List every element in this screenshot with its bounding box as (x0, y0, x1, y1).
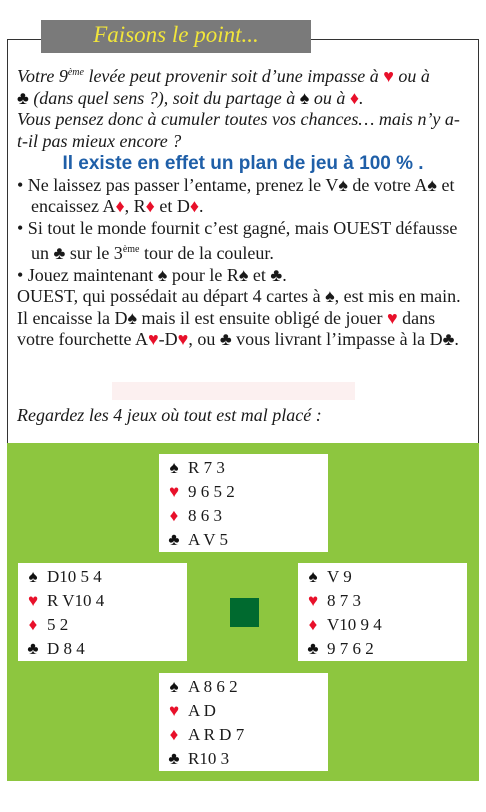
spade-icon: ♠ (427, 174, 437, 195)
text-run: • Si tout le monde fournit c’est gagné, mais OUEST défausse un (17, 217, 458, 263)
heart-icon: ♥ (307, 591, 319, 610)
text-run: Votre 9 (17, 66, 68, 86)
club-icon: ♣ (17, 87, 29, 108)
cards: D10 5 4 (47, 567, 102, 586)
hand-west (18, 563, 187, 661)
heart-icon: ♥ (168, 482, 180, 501)
north-clubs (166, 528, 328, 552)
north-hearts (166, 480, 328, 504)
highlight-bar (112, 382, 355, 400)
west-spades (25, 565, 187, 589)
text-run: • Jouez maintenant (17, 264, 158, 285)
cards: R V10 4 (47, 591, 105, 610)
article-text (17, 62, 469, 351)
diamond-icon: ♦ (115, 196, 125, 216)
spade-icon: ♠ (169, 677, 179, 696)
text-run: Vous pensez donc à cumuler toutes vos chances… mais n’y a-t-il pas mieux encore ? (17, 109, 460, 151)
cards: A D (188, 701, 216, 720)
diamond-icon: ♦ (349, 87, 360, 108)
club-icon: ♣ (442, 329, 455, 349)
heart-icon: ♥ (27, 591, 39, 610)
cards: R10 3 (188, 749, 230, 768)
north-spades (166, 456, 328, 480)
heart-icon: ♥ (147, 329, 159, 349)
east-diamonds (305, 613, 467, 637)
heart-icon: ♥ (168, 701, 180, 720)
paragraph-encaisse (17, 308, 469, 351)
south-spades (166, 675, 328, 699)
spade-icon: ♠ (238, 264, 249, 285)
spade-icon: ♠ (338, 174, 348, 195)
cards: V10 9 4 (327, 615, 382, 634)
title-banner (41, 20, 311, 53)
cards: A 8 6 2 (188, 677, 238, 696)
south-clubs (166, 747, 328, 771)
text-run: . (359, 87, 364, 108)
bullet-1 (17, 175, 469, 218)
cards: 9 6 5 2 (188, 482, 235, 501)
spade-icon: ♠ (28, 567, 38, 586)
club-icon: ♣ (307, 639, 319, 658)
club-icon: ♣ (27, 639, 39, 658)
spade-icon: ♠ (127, 307, 138, 328)
text-run: • Ne laissez pas passer l’entame, prenez le V (17, 174, 339, 195)
east-clubs (305, 637, 467, 661)
diamond-icon: ♦ (308, 615, 318, 634)
text-run: de votre A (347, 174, 428, 195)
club-icon: ♣ (168, 749, 180, 768)
text-run: Il encaisse la D (17, 307, 128, 328)
text-run: vous livrant l’impasse à la D (231, 329, 443, 349)
bullet-3 (17, 265, 469, 287)
heart-icon: ♥ (386, 307, 398, 328)
hand-east (298, 563, 467, 661)
page-title: Faisons le point... (93, 22, 259, 47)
spade-icon: ♠ (308, 567, 318, 586)
south-hearts (166, 699, 328, 723)
superscript: ème (122, 244, 140, 255)
text-run: . (454, 329, 459, 349)
cards: V 9 (327, 567, 352, 586)
text-run: , est mis en main. (334, 286, 461, 306)
diamond-icon: ♦ (28, 615, 38, 634)
diamond-icon: ♦ (169, 725, 179, 744)
east-spades (305, 565, 467, 589)
club-icon: ♣ (219, 329, 232, 349)
cards: 9 7 6 2 (327, 639, 374, 658)
text-run: et D (154, 196, 190, 216)
cards: 5 2 (47, 615, 69, 634)
hand-south (159, 673, 328, 771)
heart-icon: ♥ (383, 66, 394, 86)
text-run: , R (124, 196, 146, 216)
cards: 8 7 3 (327, 591, 361, 610)
east-hearts (305, 589, 467, 613)
hand-north (159, 454, 328, 552)
spade-icon: ♠ (169, 458, 179, 477)
diamond-icon: ♦ (189, 196, 200, 216)
spade-icon: ♠ (157, 264, 168, 285)
regard-caption: Regardez les 4 jeux où tout est mal placé : (17, 405, 322, 425)
text-run: OUEST, qui possédait au départ 4 cartes à (17, 286, 326, 306)
cards: 8 6 3 (188, 506, 222, 525)
club-icon: ♣ (270, 264, 283, 285)
text-run: ou à (309, 87, 350, 108)
text-run: et encaissez A (31, 174, 455, 216)
west-diamonds (25, 613, 187, 637)
text-run: et (248, 264, 271, 285)
paragraph-ouest (17, 286, 469, 308)
table-square (230, 598, 259, 627)
text-run: dans votre fourchette A (17, 307, 436, 349)
superscript: ème (67, 67, 84, 78)
spade-icon: ♠ (325, 286, 335, 306)
cards: A V 5 (188, 530, 229, 549)
cards: A R D 7 (188, 725, 245, 744)
cards: R 7 3 (188, 458, 225, 477)
text-run: , ou (188, 329, 220, 349)
south-diamonds (166, 723, 328, 747)
north-diamonds (166, 504, 328, 528)
text-run: . (199, 196, 204, 216)
text-run: mais il est ensuite obligé de jouer (137, 307, 387, 328)
heart-icon: ♥ (177, 329, 189, 349)
bullet-2 (17, 218, 469, 265)
diamond-icon: ♦ (169, 506, 179, 525)
text-run: levée peut provenir soit d’une impasse à (83, 66, 384, 86)
text-run: pour le R (167, 264, 239, 285)
cards: D 8 4 (47, 639, 85, 658)
west-hearts (25, 589, 187, 613)
club-icon: ♣ (168, 530, 180, 549)
text-run: ou à (393, 66, 430, 86)
west-clubs (25, 637, 187, 661)
text-run: (dans quel sens ?), soit du partage à (28, 87, 300, 108)
text-run: tour de la couleur. (139, 243, 274, 263)
intro-paragraph (17, 62, 469, 152)
text-run: -D (158, 329, 178, 349)
club-icon: ♣ (53, 243, 66, 263)
text-run: . (282, 264, 287, 285)
spade-icon: ♠ (299, 87, 310, 108)
headline: Il existe en effet un plan de jeu à 100 % . (62, 153, 424, 174)
diamond-icon: ♦ (145, 196, 155, 216)
text-run: sur le 3 (65, 243, 123, 263)
